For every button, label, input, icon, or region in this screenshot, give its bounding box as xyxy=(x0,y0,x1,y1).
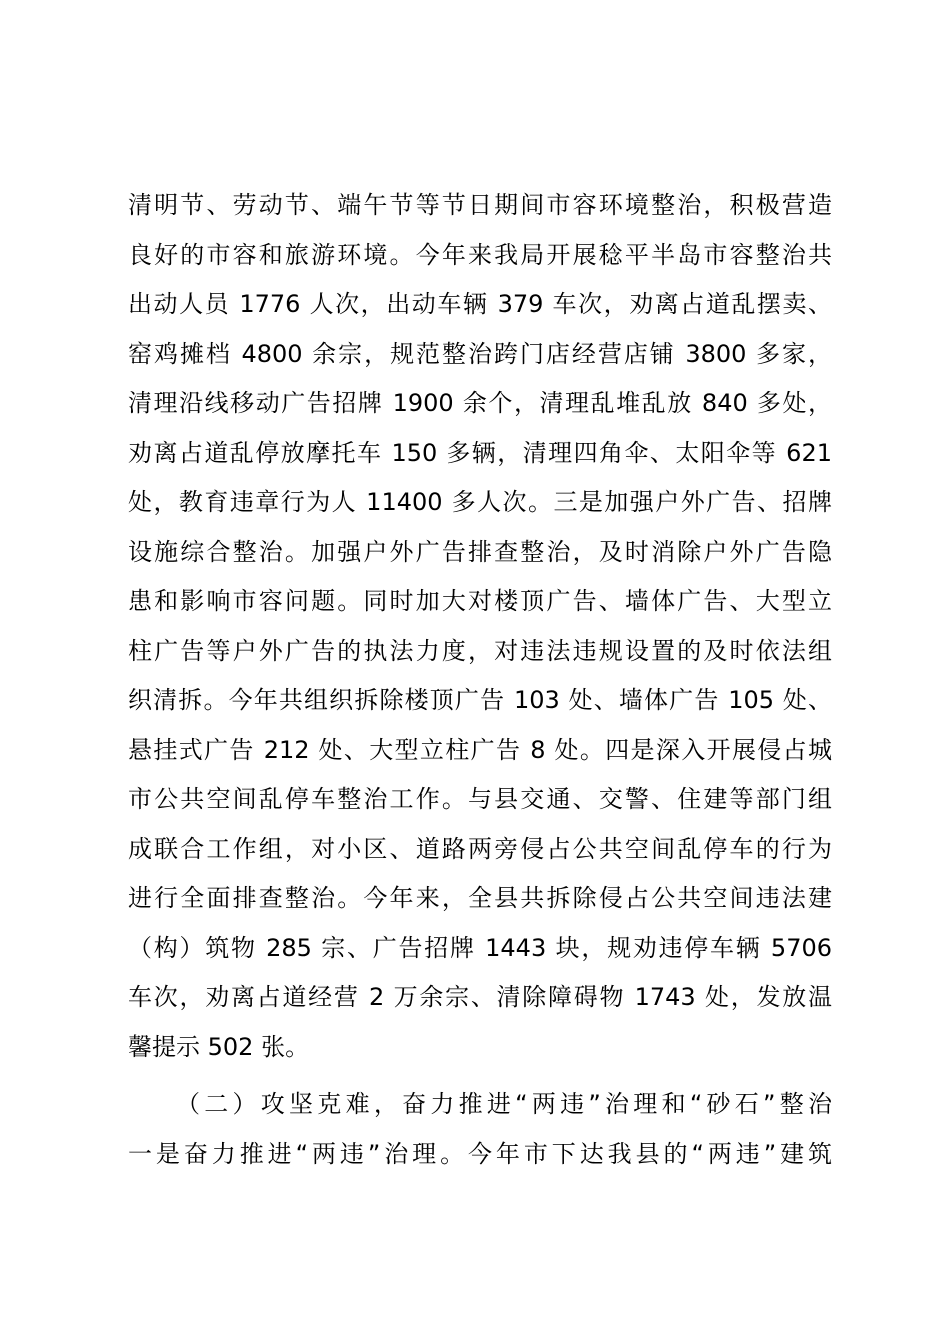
text-line: 劝离占道乱停放摩托车 150 多辆，清理四角伞、太阳伞等 621 xyxy=(128,438,832,467)
text-line: 成联合工作组，对小区、道路两旁侵占公共空间乱停车的行为 xyxy=(128,834,832,863)
text-line: 良好的市容和旅游环境。今年来我局开展稔平半岛市容整治共 xyxy=(128,240,832,269)
text-line: 进行全面排查整治。今年来，全县共拆除侵占公共空间违法建 xyxy=(128,884,832,912)
text-line: （构）筑物 285 宗、广告招牌 1443 块，规劝违停车辆 5706 xyxy=(128,933,832,962)
text-line: 患和影响市容问题。同时加大对楼顶广告、墙体广告、大型立 xyxy=(128,587,832,615)
section-heading-paragraph xyxy=(128,1080,832,1179)
text-line: 清明节、劳动节、端午节等节日期间市容环境整治，积极营造 xyxy=(128,191,832,219)
text-line: 窑鸡摊档 4800 余宗，规范整治跨门店经营店铺 3800 多家， xyxy=(128,339,832,368)
text-line: 处，教育违章行为人 11400 多人次。三是加强户外广告、招牌 xyxy=(128,488,832,516)
text-line: 清理沿线移动广告招牌 1900 余个，清理乱堆乱放 840 多处， xyxy=(128,389,832,417)
text-line: 柱广告等户外广告的执法力度，对违法违规设置的及时依法组 xyxy=(128,636,832,665)
text-line: 织清拆。今年共组织拆除楼顶广告 103 处、墙体广告 105 处、 xyxy=(128,686,832,714)
text-line: 一是奋力推进“两违”治理。今年市下达我县的“两违”建筑 xyxy=(128,1139,832,1168)
text-line: 设施综合整治。加强户外广告排查整治，及时消除户外广告隐 xyxy=(128,537,832,566)
section-heading: （二）攻坚克难，奋力推进“两违”治理和“砂石”整治 xyxy=(176,1090,832,1118)
text-line: 馨提示 502 张。 xyxy=(128,1032,310,1061)
text-line: 出动人员 1776 人次，出动车辆 379 车次，劝离占道乱摆卖、 xyxy=(128,290,832,318)
body-paragraph-1 xyxy=(128,181,832,1072)
text-line: 车次，劝离占道经营 2 万余宗、清除障碍物 1743 处，发放温 xyxy=(128,983,832,1011)
text-line: 悬挂式广告 212 处、大型立柱广告 8 处。四是深入开展侵占城 xyxy=(128,735,832,764)
text-line: 市公共空间乱停车整治工作。与县交通、交警、住建等部门组 xyxy=(128,785,832,813)
